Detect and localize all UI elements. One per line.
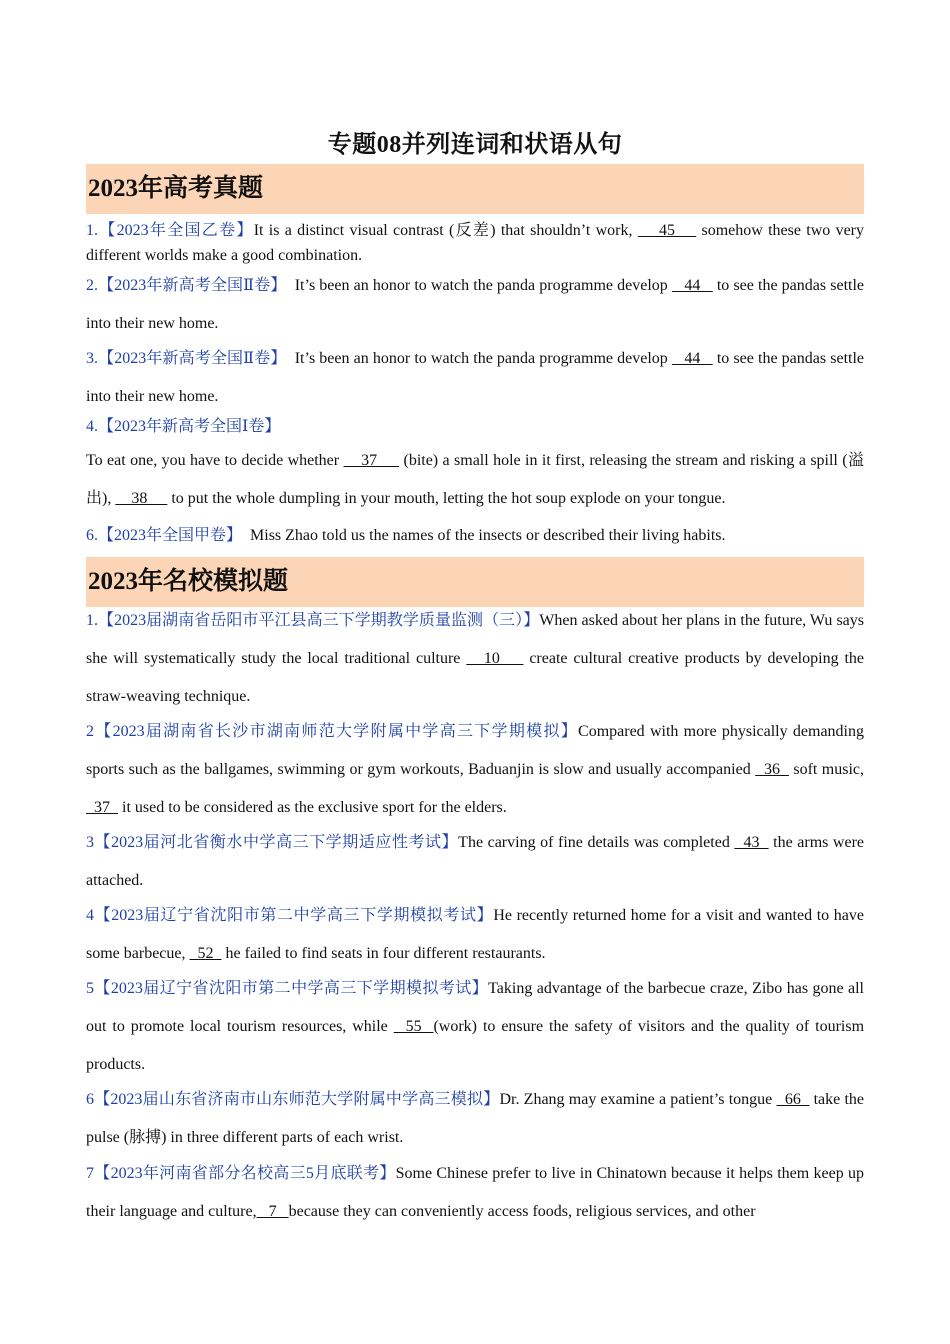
question-item: 6.【2023年全国甲卷】 Miss Zhao told us the names of the insects or described their living habits. <box>86 527 726 544</box>
question-source: 【2023届湖南省岳阳市平江县高三下学期教学质量监测（三）】 <box>98 612 540 629</box>
question-item: 7【2023年河南省部分名校高三5月底联考】Some Chinese prefer to live in Chinatown because it helps them keep up their language and culture, 7 because they can conveniently access foods, religious services, and other <box>86 1165 864 1220</box>
question-source: 【2023届山东省济南市山东师范大学附属中学高三模拟】 <box>94 1091 500 1108</box>
question-source: 【2023年全国甲卷】 <box>98 527 243 544</box>
question-source: 【2023届湖南省长沙市湖南师范大学附属中学高三下学期模拟】 <box>94 723 579 740</box>
question-item: 4.【2023年新高考全国Ⅰ卷】 <box>86 418 281 435</box>
question-source: 【2023年新高考全国Ⅰ卷】 <box>98 418 281 435</box>
question-item: 1.【2023届湖南省岳阳市平江县高三下学期教学质量监测（三）】When asked about her plans in the future, Wu says she will systematically study the local traditional culture 10 create cultural creative products by developing the straw-weaving technique. <box>86 612 865 705</box>
question-item: 3.【2023年新高考全国Ⅱ卷】 It’s been an honor to watch the panda programme develop 44 to see the pandas settle into their new home. <box>86 350 865 405</box>
section-heading-gaokao: 2023年高考真题 <box>86 164 864 214</box>
answer-blank: 52 <box>189 945 222 962</box>
answer-blank: 37 <box>343 452 400 469</box>
question-item: 5【2023届辽宁省沈阳市第二中学高三下学期模拟考试】Taking advantage of the barbecue craze, Zibo has gone all out to promote local tourism resources, while 55 (work) to ensure the safety of visitors and the quality of tourism products. <box>86 980 865 1073</box>
answer-blank: 55 <box>393 1018 434 1035</box>
answer-blank: 10 <box>466 650 524 667</box>
answer-blank: 44 <box>671 277 713 294</box>
question-source: 【2023年河南省部分名校高三5月底联考】 <box>94 1165 396 1182</box>
answer-blank: 37 <box>86 799 118 816</box>
question-source: 【2023届辽宁省沈阳市第二中学高三下学期模拟考试】 <box>94 907 494 924</box>
answer-blank: 45 <box>637 222 697 239</box>
question-item: 1.【2023年全国乙卷】It is a distinct visual contrast (反差) that shouldn’t work, 45 somehow these two very different worlds make a good combination. <box>86 222 864 264</box>
question-source: 【2023年新高考全国Ⅱ卷】 <box>98 350 287 367</box>
question-item: 2【2023届湖南省长沙市湖南师范大学附属中学高三下学期模拟】Compared with more physically demanding sports such as the ballgames, swimming or gym workouts, Baduanjin is slow and usually accompanied 36 soft music, 37 it used to be considered as the exclusive sport for the elders. <box>86 723 865 816</box>
question-source: 【2023届辽宁省沈阳市第二中学高三下学期模拟考试】 <box>94 980 489 997</box>
question-item-text: To eat one, you have to decide whether 37 (bite) a small hole in it first, releasing the stream and risking a spill (溢出), 38 to put the whole dumpling in your mouth, letting the hot soup explode on your tongue. <box>86 452 864 507</box>
question-item: 2.【2023年新高考全国Ⅱ卷】 It’s been an honor to watch the panda programme develop 44 to see the pandas settle into their new home. <box>86 277 865 332</box>
question-item: 4【2023届辽宁省沈阳市第二中学高三下学期模拟考试】He recently returned home for a visit and wanted to have some barbecue, 52 he failed to find seats in four different restaurants. <box>86 907 864 962</box>
answer-blank: 7 <box>256 1203 289 1220</box>
answer-blank: 44 <box>671 350 713 367</box>
answer-blank: 36 <box>755 761 789 778</box>
answer-blank: 38 <box>115 490 168 507</box>
question-item: 3【2023届河北省衡水中学高三下学期适应性考试】The carving of fine details was completed 43 the arms were attached. <box>86 834 865 889</box>
question-item: 6【2023届山东省济南市山东师范大学附属中学高三模拟】Dr. Zhang may examine a patient’s tongue 66 take the pulse (脉搏) in three different parts of each wrist. <box>86 1091 864 1146</box>
question-source: 【2023年全国乙卷】 <box>98 222 254 239</box>
section-heading-mock: 2023年名校模拟题 <box>86 557 864 607</box>
answer-blank: 43 <box>734 834 769 851</box>
answer-blank: 66 <box>776 1091 810 1108</box>
question-source: 【2023届河北省衡水中学高三下学期适应性考试】 <box>94 834 459 851</box>
page-title: 专题08并列连词和状语从句 <box>327 132 623 158</box>
question-source: 【2023年新高考全国Ⅱ卷】 <box>98 277 287 294</box>
